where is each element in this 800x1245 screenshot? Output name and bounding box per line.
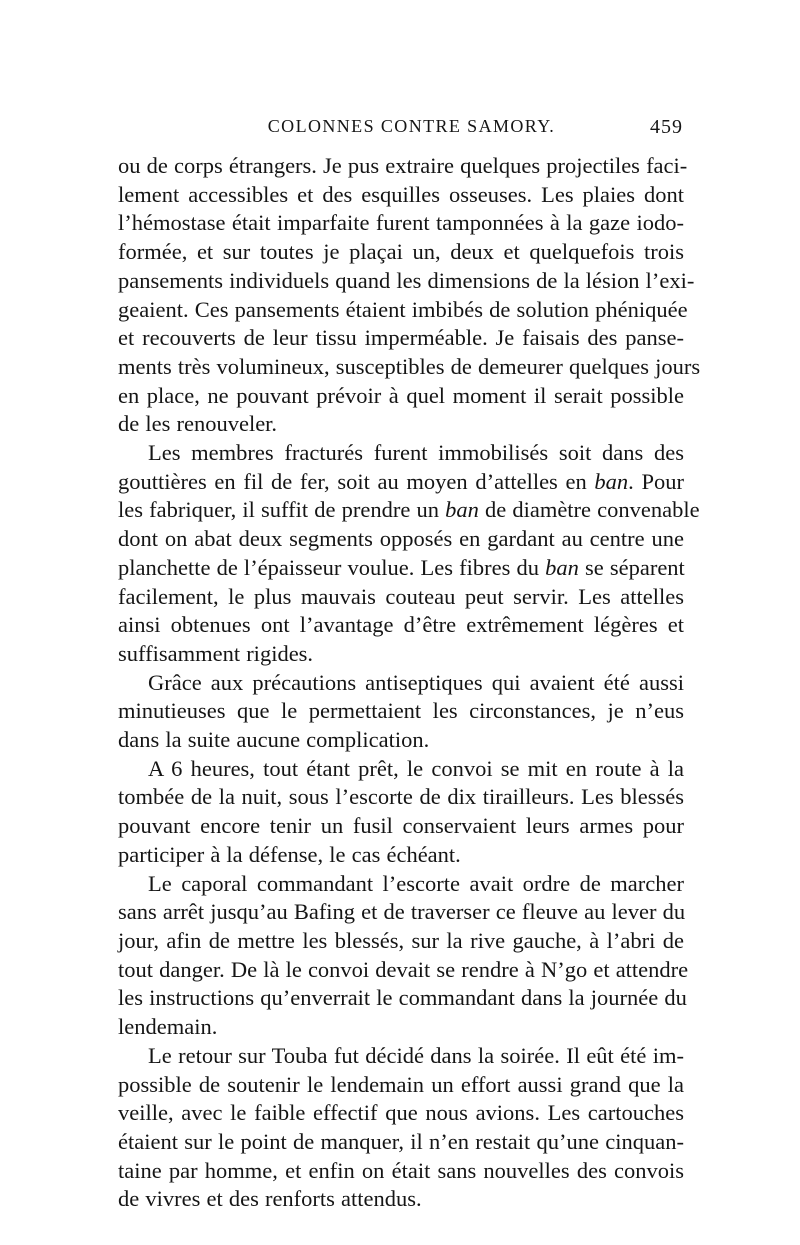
- paragraph: [118, 870, 689, 1042]
- italic-term: ban: [445, 497, 479, 523]
- text-line: possible de soutenir le lendemain un effort aussi grand que la: [118, 1071, 684, 1097]
- text-line: planchette de l’épaisseur voulue. Les fibres du ban se séparent: [118, 554, 685, 580]
- text-line: suffisamment rigides.: [118, 640, 314, 666]
- paragraph: [118, 152, 701, 439]
- text-line: et recouverts de leur tissu imperméable. Je faisais des panse-: [118, 325, 684, 351]
- text-line: Le retour sur Touba fut décidé dans la soirée. Il eût été im-: [148, 1042, 684, 1068]
- page-number: 459: [650, 116, 683, 138]
- text-line: veille, avec le faible effectif que nous avions. Les cartouches: [118, 1100, 684, 1126]
- running-title: COLONNES CONTRE SAMORY.: [267, 116, 556, 136]
- text-line: lendemain.: [118, 1014, 218, 1040]
- text-line: dont on abat deux segments opposés en gardant au centre une: [118, 526, 684, 552]
- text-line: A 6 heures, tout étant prêt, le convoi se mit en route à la: [148, 755, 684, 781]
- text-line: en place, ne pouvant prévoir à quel moment il serait possible: [118, 382, 684, 408]
- text-line: pouvant encore tenir un fusil conservaient leurs armes pour: [118, 813, 684, 839]
- text-line: ments très volumineux, susceptibles de demeurer quelques jours: [118, 353, 701, 379]
- text-line: taine par homme, et enfin on était sans nouvelles des convois: [118, 1157, 684, 1183]
- text-line: formée, et sur toutes je plaçai un, deux et quelquefois trois: [118, 239, 684, 265]
- text-line: les fabriquer, il suffit de prendre un ban de diamètre convenable: [118, 497, 700, 523]
- paragraph: [118, 1042, 684, 1214]
- text-line: participer à la défense, le cas échéant.: [118, 841, 461, 867]
- text-line: ainsi obtenues ont l’avantage d’être extrêmement légères et: [118, 612, 684, 638]
- text-line: facilement, le plus mauvais couteau peut servir. Les attelles: [118, 583, 684, 609]
- text-line: pansements individuels quand les dimensions de la lésion l’exi-: [118, 267, 695, 293]
- text-line: Les membres fracturés furent immobilisés soit dans des: [148, 440, 684, 466]
- running-head: [118, 116, 685, 142]
- text-line: geaient. Ces pansements étaient imbibés de solution phéniquée: [118, 296, 688, 322]
- text-line: minutieuses que le permettaient les circonstances, je n’eus: [118, 698, 684, 724]
- text-line: gouttières en fil de fer, soit au moyen d’attelles en ban. Pour: [118, 468, 684, 494]
- text-line: tout danger. De là le convoi devait se rendre à N’go et attendre: [118, 956, 689, 982]
- italic-term: ban: [594, 468, 629, 494]
- text-line: Grâce aux précautions antiseptiques qui avaient été aussi: [148, 669, 684, 695]
- text-line: dans la suite aucune complication.: [118, 727, 430, 753]
- text-line: les instructions qu’enverrait le commandant dans la journée du: [118, 985, 687, 1011]
- body-text: [118, 152, 701, 1214]
- text-line: de les renouveler.: [118, 411, 278, 437]
- text-line: étaient sur le point de manquer, il n’en restait qu’une cinquan-: [118, 1128, 684, 1154]
- text-line: tombée de la nuit, sous l’escorte de dix tirailleurs. Les blessés: [118, 784, 684, 810]
- text-line: de vivres et des renforts attendus.: [118, 1186, 422, 1212]
- text-line: jour, afin de mettre les blessés, sur la rive gauche, à l’abri de: [118, 927, 684, 953]
- text-line: l’hémostase était imparfaite furent tamponnées à la gaze iodo-: [118, 210, 684, 236]
- text-line: lement accessibles et des esquilles osseuses. Les plaies dont: [118, 181, 684, 207]
- paragraph: [118, 669, 684, 755]
- text-line: ou de corps étrangers. Je pus extraire quelques projectiles faci-: [118, 153, 688, 178]
- paragraph: [118, 439, 700, 669]
- text-line: Le caporal commandant l’escorte avait ordre de marcher: [148, 870, 684, 896]
- paragraph: [118, 755, 684, 870]
- italic-term: ban: [545, 554, 579, 580]
- text-line: sans arrêt jusqu’au Bafing et de traverser ce fleuve au lever du: [118, 899, 686, 925]
